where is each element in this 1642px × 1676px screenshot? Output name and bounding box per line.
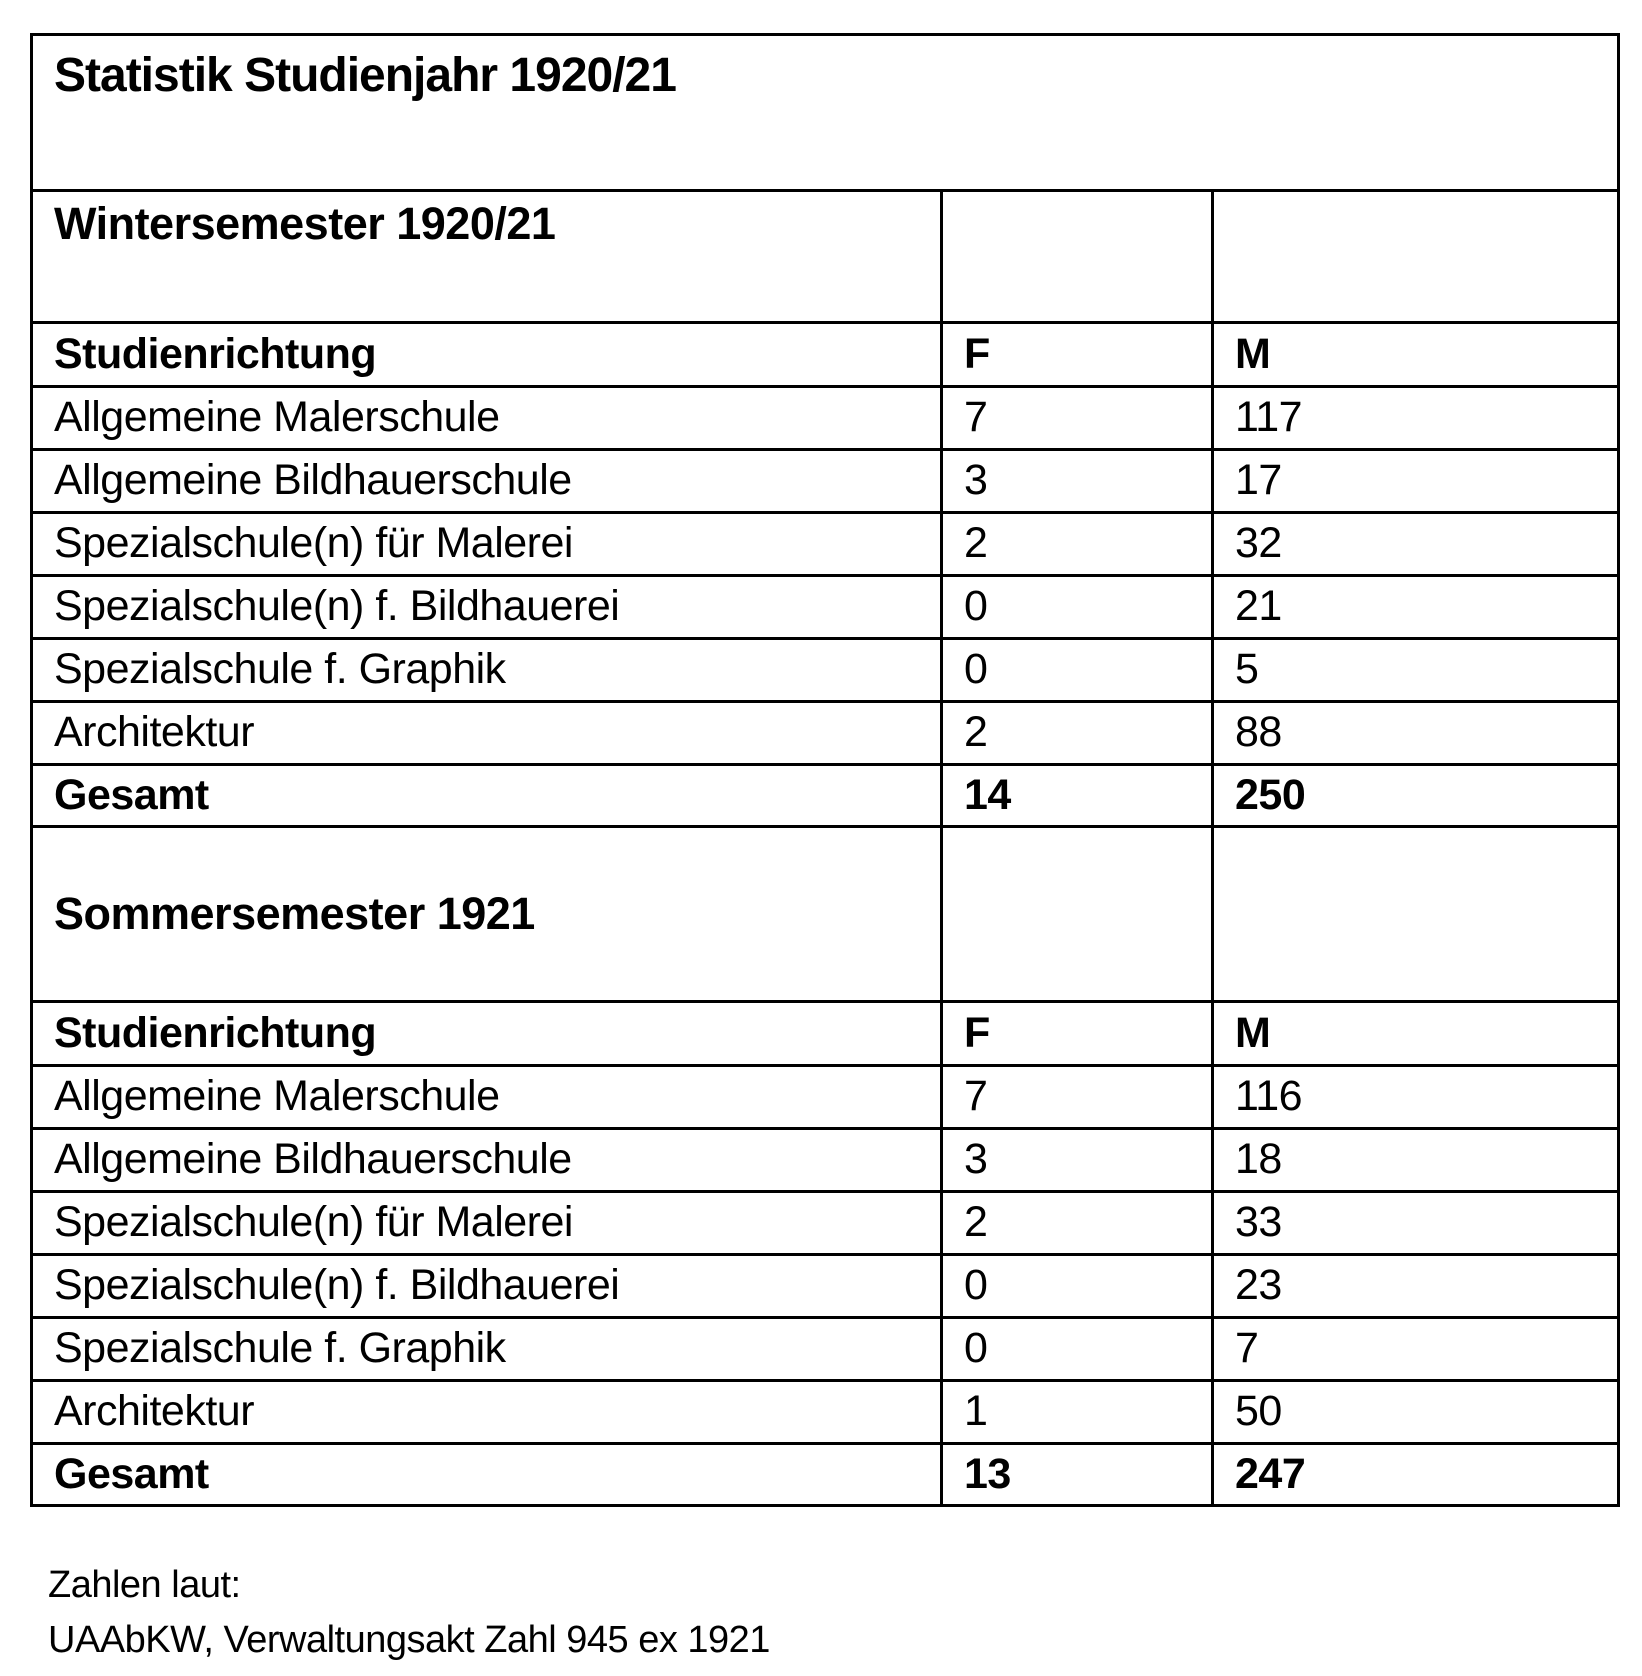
section-header-winter-spacer-f [942, 191, 1213, 323]
total-m-value: 250 [1213, 765, 1619, 827]
m-value: 5 [1213, 639, 1619, 702]
row-label: Spezialschule(n) für Malerei [32, 1192, 942, 1255]
section-header-winter-spacer-m [1213, 191, 1619, 323]
table-row [32, 1192, 1619, 1255]
m-value: 21 [1213, 576, 1619, 639]
m-value: 18 [1213, 1129, 1619, 1192]
sommer-column-header-row [32, 1002, 1619, 1066]
f-value: 1 [942, 1381, 1213, 1444]
m-value: 116 [1213, 1066, 1619, 1129]
row-label: Architektur [32, 702, 942, 765]
f-value: 0 [942, 1318, 1213, 1381]
column-header-f: F [942, 323, 1213, 387]
title-row [32, 35, 1619, 191]
total-m-value: 247 [1213, 1444, 1619, 1506]
winter-column-header-row [32, 323, 1619, 387]
section-header-sommer-spacer-f [942, 827, 1213, 1002]
m-value: 7 [1213, 1318, 1619, 1381]
m-value: 23 [1213, 1255, 1619, 1318]
f-value: 2 [942, 1192, 1213, 1255]
m-value: 32 [1213, 513, 1619, 576]
column-header-f: F [942, 1002, 1213, 1066]
f-value: 0 [942, 639, 1213, 702]
m-value: 17 [1213, 450, 1619, 513]
m-value: 117 [1213, 387, 1619, 450]
table-row [32, 1255, 1619, 1318]
row-label: Spezialschule f. Graphik [32, 639, 942, 702]
m-value: 50 [1213, 1381, 1619, 1444]
f-value: 0 [942, 576, 1213, 639]
table-row [32, 450, 1619, 513]
section-header-sommer: Sommersemester 1921 [32, 827, 942, 1002]
source-note-line2: UAAbKW, Verwaltungsakt Zahl 945 ex 1921 [48, 1619, 770, 1661]
row-label: Allgemeine Malerschule [32, 1066, 942, 1129]
total-f-value: 14 [942, 765, 1213, 827]
total-label: Gesamt [32, 1444, 942, 1506]
table-row [32, 513, 1619, 576]
f-value: 2 [942, 702, 1213, 765]
table-row [32, 576, 1619, 639]
table-row [32, 1066, 1619, 1129]
row-label: Spezialschule(n) f. Bildhauerei [32, 1255, 942, 1318]
table-row [32, 1129, 1619, 1192]
page-title: Statistik Studienjahr 1920/21 [32, 35, 1619, 191]
m-value: 88 [1213, 702, 1619, 765]
total-f-value: 13 [942, 1444, 1213, 1506]
row-label: Allgemeine Bildhauerschule [32, 450, 942, 513]
sommer-section-header-row [32, 827, 1619, 1002]
row-label: Spezialschule(n) für Malerei [32, 513, 942, 576]
column-header-m: M [1213, 323, 1619, 387]
source-note [48, 1558, 1617, 1668]
f-value: 7 [942, 387, 1213, 450]
sommer-total-row [32, 1444, 1619, 1506]
table-row [32, 1318, 1619, 1381]
column-header-m: M [1213, 1002, 1619, 1066]
table-row [32, 702, 1619, 765]
row-label: Allgemeine Bildhauerschule [32, 1129, 942, 1192]
f-value: 7 [942, 1066, 1213, 1129]
f-value: 3 [942, 1129, 1213, 1192]
f-value: 0 [942, 1255, 1213, 1318]
winter-total-row [32, 765, 1619, 827]
table-row [32, 1381, 1619, 1444]
section-header-winter: Wintersemester 1920/21 [32, 191, 942, 323]
row-label: Architektur [32, 1381, 942, 1444]
f-value: 2 [942, 513, 1213, 576]
column-header-studienrichtung: Studienrichtung [32, 1002, 942, 1066]
source-note-line1: Zahlen laut: [48, 1564, 241, 1606]
row-label: Spezialschule f. Graphik [32, 1318, 942, 1381]
statistics-table [30, 33, 1620, 1507]
table-row [32, 387, 1619, 450]
table-row [32, 639, 1619, 702]
f-value: 3 [942, 450, 1213, 513]
m-value: 33 [1213, 1192, 1619, 1255]
section-header-sommer-spacer-m [1213, 827, 1619, 1002]
row-label: Spezialschule(n) f. Bildhauerei [32, 576, 942, 639]
column-header-studienrichtung: Studienrichtung [32, 323, 942, 387]
total-label: Gesamt [32, 765, 942, 827]
row-label: Allgemeine Malerschule [32, 387, 942, 450]
winter-section-header-row [32, 191, 1619, 323]
